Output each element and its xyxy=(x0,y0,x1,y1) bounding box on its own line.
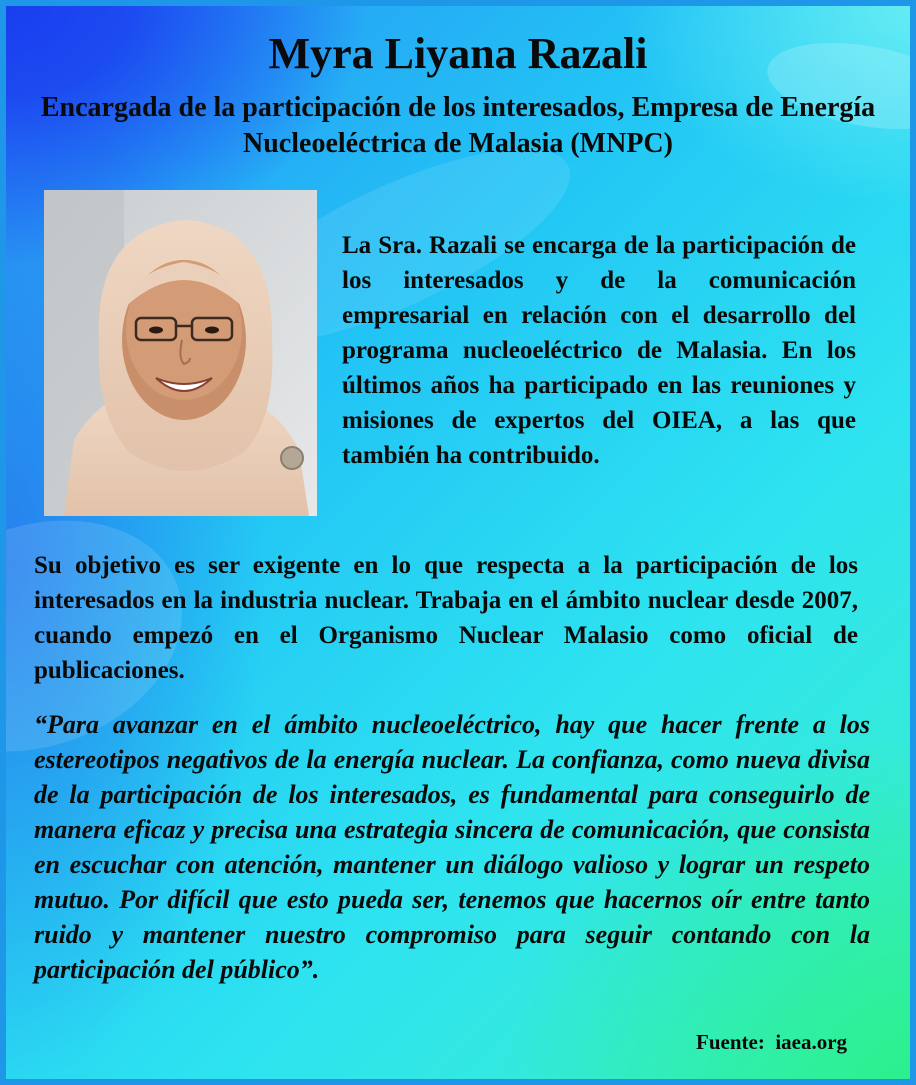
source-credit: Fuente: iaea.org xyxy=(696,1030,848,1054)
person-name: Myra Liyana Razali xyxy=(268,29,648,78)
portrait-photo xyxy=(44,190,317,516)
person-role: Encargada de la participación de los interesados, Empresa de Energía Nucleoeléctrica de Malasia (MNPC) xyxy=(40,92,876,159)
portrait-illustration xyxy=(44,190,317,516)
quote-paragraph: “Para avanzar en el ámbito nucleoeléctrico, hay que hacer frente a los estereotipos negativos de la energía nuclear. La confianza, como nueva divisa de la participación de los interesados, es fundamental para conseguirlo de manera eficaz y precisa una estrategia sincera de comunicación, que consista en escuchar con atención, mantener un diálogo valioso y lograr un respeto mutuo. Por difícil que esto pueda ser, tenemos que hacernos oír entre tanto ruido y mantener nuestro compromiso para seguir contando con la participación del público”. xyxy=(34,710,870,984)
objective-paragraph: Su objetivo es ser exigente en lo que respecta a la participación de los interesados en la industria nuclear. Trabaja en el ámbito nuclear desde 2007, cuando empezó en el Organismo Nuclear Malasio como oficial de publicaciones. xyxy=(34,552,858,684)
bio-paragraph: La Sra. Razali se encarga de la participación de los interesados y de la comunicación empresarial en relación con el desarrollo del programa nucleoeléctrico de Malasia. En los últimos años ha participado en las reuniones y misiones de expertos del OIEA, a las que también ha contribuido. xyxy=(342,232,856,469)
